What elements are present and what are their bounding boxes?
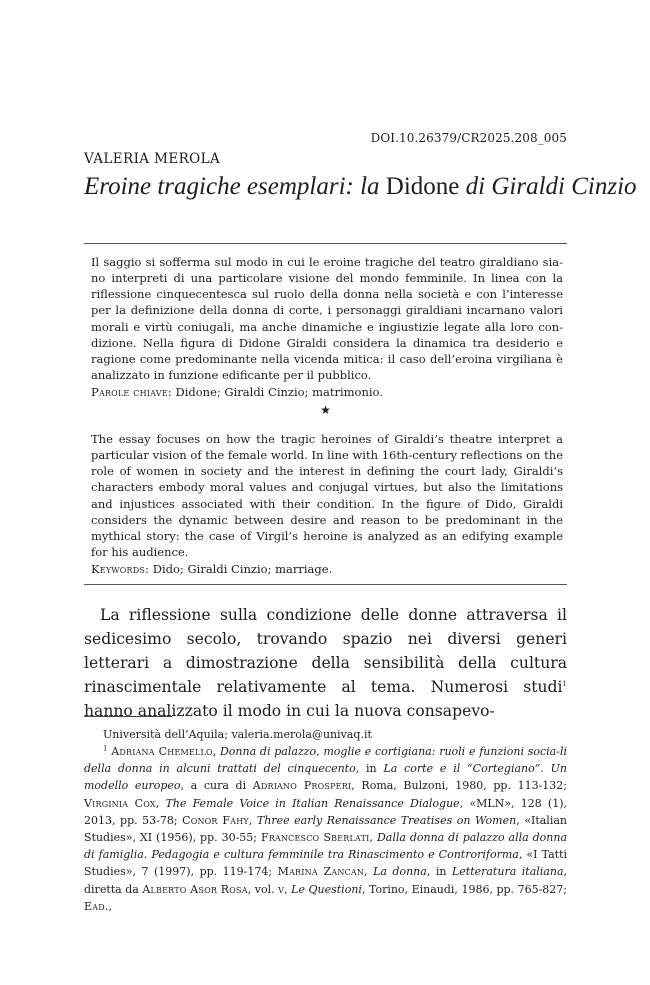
fn-author: Adriano Prosperi xyxy=(252,779,352,793)
fn-author: Alberto Asor Rosa xyxy=(142,882,248,896)
author-name: VALERIA MEROLA xyxy=(84,151,221,167)
fn-author: Adriana Chemello xyxy=(111,745,213,758)
fn-volume: v xyxy=(278,882,285,896)
fn-text: , a cura di xyxy=(180,779,253,793)
fn-work-title: Donna di palazzo, moglie e cortigiana: ruoli e funzioni socia-li della donna in alcuni trattati del cinquecento xyxy=(84,745,567,776)
article-title xyxy=(84,172,637,202)
fn-work-title: The Female Voice in Italian Renaissance Dialogue xyxy=(165,796,460,810)
fn-text: , Torino, Einaudi, 1986, pp. 765-827; xyxy=(361,882,567,896)
keywords-english-list: Dido; Giraldi Cinzio; marriage. xyxy=(149,562,333,576)
title-part-1: Eroine tragiche esemplari: la xyxy=(84,173,386,200)
fn-work-title: La donna xyxy=(373,865,427,879)
fn-text: , «I Tatti Studies», 7 (1997), pp. 119-174; xyxy=(84,848,567,879)
fn-text: , in xyxy=(355,762,384,776)
title-part-2: Didone xyxy=(385,173,460,200)
body-text-2: hanno analizzato il modo in cui la nuova consapevo- xyxy=(84,702,495,720)
keywords-english xyxy=(91,561,332,577)
body-paragraph xyxy=(84,603,567,723)
fn-text: , xyxy=(155,796,166,810)
fn-work-title: Letteratura italiana xyxy=(451,865,564,879)
fn-text: , «MLN», 128 (1), 2013, pp. 53-78; xyxy=(84,796,568,827)
fn-text: , xyxy=(369,831,377,845)
fn-text: , in xyxy=(426,865,452,879)
footnote-rule xyxy=(84,716,172,717)
keywords-italian xyxy=(91,384,383,400)
abstract-top-rule xyxy=(84,243,567,244)
doi-label: DOI.10.26379/CR2025.208_005 xyxy=(370,131,567,145)
body-text-1: La riflessione sulla condizione delle donne attraversa il sedicesimo secolo, trovando spazio nei diversi generi letterari a dimostrazione della sensibilità della cultura rinascimentale relativamente al tema. Numerosi studi xyxy=(84,606,567,696)
abstract-bottom-rule xyxy=(84,584,567,585)
fn-author: Marina Zancan xyxy=(277,865,365,879)
title-part-3: di Giraldi Cinzio xyxy=(459,173,637,200)
footnote-ref-1: 1 xyxy=(562,679,567,688)
fn-text: , Roma, Bulzoni, 1980, pp. 113-132; xyxy=(351,779,567,793)
fn-text: , xyxy=(364,865,374,879)
fn-work-title: Le Questioni xyxy=(291,882,362,896)
abstract-italian: Il saggio si sofferma sul modo in cui le eroine tragiche del teatro giraldiano sia-no interpreti di una particolare visione del mondo femminile. In linea con la riflessione cinquecentesca sul ruolo della donna nella società e con l’interesse per la definizione della donna di corte, i personaggi giraldiani incarnano valori morali e virtù coniugali, ma anche dinamiche e ingiustizie legate alla loro con-dizione. Nella figura di Didone Giraldi considera la dinamica tra desiderio e ragione come predominante nella vicenda mitica: il caso dell’eroina virgiliana è analizzato in funzione edificante per il pubblico. xyxy=(91,255,563,383)
keywords-italian-list: Didone; Giraldi Cinzio; matrimonio. xyxy=(171,385,383,399)
fn-author: Francesco Sberlati xyxy=(260,831,370,845)
keywords-italian-label: Parole chiave: xyxy=(91,385,172,399)
fn-text: , «Italian Studies», XI (1956), pp. 30-55; xyxy=(84,813,567,845)
fn-text: , vol. xyxy=(247,882,279,896)
keywords-english-label: Keywords: xyxy=(91,562,150,576)
fn-author: Conor Fahy xyxy=(182,813,249,827)
fn-author: Ead. xyxy=(84,899,109,913)
fn-text: , xyxy=(108,899,113,913)
fn-text: , diretta da xyxy=(84,865,567,896)
footnote-1 xyxy=(84,743,567,915)
fn-work-title: Three early Renaissance Treatises on Women xyxy=(256,813,517,827)
fn-text: , xyxy=(248,813,257,827)
footnote-1-number: 1 xyxy=(103,744,108,753)
fn-text: , xyxy=(284,882,292,896)
abstract-english: The essay focuses on how the tragic heroines of Giraldi’s theatre interpret a particular vision of the female world. In line with 16th-century reflections on the role of women in society and the interest in defining the court lady, Giraldi’s characters embody moral values and conjugal virtues, but also the limitations and injustices associated with their condition. In the figure of Dido, Giraldi considers the dynamic between desire and reason to be predominant in the mythical story: the case of Virgil’s heroine is analyzed as an edifying example for his audience. xyxy=(91,432,563,560)
fn-text: , xyxy=(212,745,220,758)
fn-work-title: Dalla donna di palazzo alla donna di famiglia. Pedagogia e cultura femminile tra Rinascimento e Controriforma xyxy=(84,831,568,862)
separator-star: ★ xyxy=(320,403,331,417)
fn-author: Virginia Cox xyxy=(84,796,156,810)
fn-work-title: La corte e il “Cortegiano”. Un modello europeo xyxy=(84,762,568,793)
footnote-affiliation: Università dell’Aquila; valeria.merola@univaq.it xyxy=(103,728,372,741)
